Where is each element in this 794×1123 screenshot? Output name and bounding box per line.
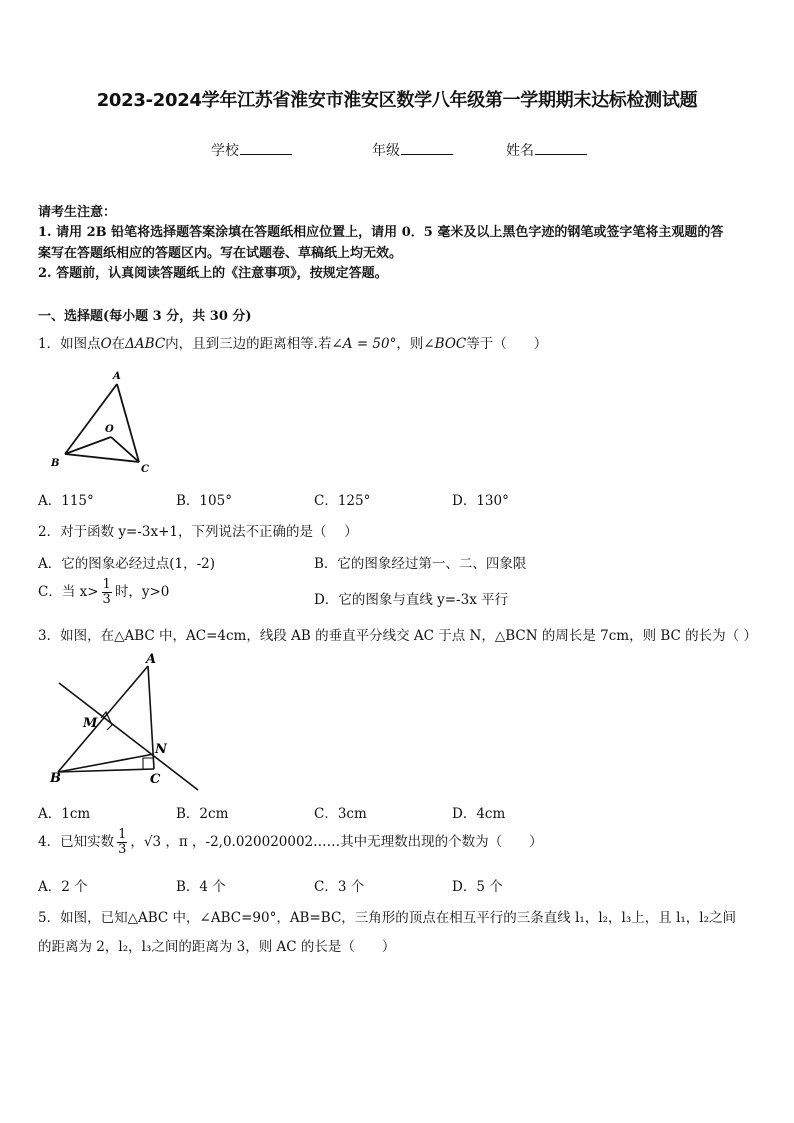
question-4-option-d[interactable]: D．5 个: [452, 879, 503, 895]
question-3-option-a[interactable]: A．1cm: [38, 806, 91, 822]
fraction-one-third: $\frac{1}{3}$: [118, 827, 127, 857]
school-blank[interactable]: [240, 140, 292, 155]
point-o-label: O: [105, 424, 114, 435]
question-2-option-b[interactable]: B．它的图象经过第一、二、四象限: [314, 556, 527, 572]
grade-blank[interactable]: [401, 140, 453, 155]
question-5-stem-line-2: 的距离为 2，l₂，l₃之间的距离为 3，则 AC 的长是（ ）: [38, 939, 396, 955]
perpendicular-bisector: [59, 683, 198, 790]
notice-heading: 请考生注意：: [38, 205, 117, 220]
name-field[interactable]: [506, 140, 587, 160]
name-blank[interactable]: [535, 140, 587, 155]
question-3-option-b[interactable]: B．2cm: [176, 806, 229, 822]
vertex-c-label: C: [141, 464, 149, 475]
question-4-option-a[interactable]: A．2 个: [38, 879, 88, 895]
question-1-figure: [45, 365, 165, 475]
question-5-stem-line-1: 5．如图，已知△ABC 中，∠ABC=90°，AB=BC，三角形的顶点在相互平行的三条直线 l₁，l₂，l₃上，且 l₁，l₂之间: [38, 910, 737, 926]
question-1-option-b[interactable]: B．105°: [176, 493, 232, 509]
grade-label: 年级: [372, 143, 400, 159]
question-1-option-d[interactable]: D．130°: [452, 493, 509, 509]
notice-item-2: 2. 答题前，认真阅读答题纸上的《注意事项》，按规定答题。: [38, 266, 388, 281]
page-title: 2023-2024学年江苏省淮安市淮安区数学八年级第一学期期末达标检测试题: [96, 90, 698, 111]
vertex-a-label: A: [113, 371, 121, 382]
triangle-side-bc: [65, 454, 139, 462]
question-4-stem: 4．已知实数 $\frac{1}{3}$ ，√3 ，π ，-2,0.020020002……其中无理数出现的个数为（ ）: [38, 827, 543, 857]
name-label: 姓名: [506, 143, 534, 159]
section-heading: 一、选择题(每小题 3 分，共 30 分): [38, 309, 252, 324]
question-2-option-c[interactable]: C．当 x> $\frac{1}{3}$ 时，y>0: [38, 577, 170, 607]
right-angle-mark-c: [143, 758, 154, 769]
question-2-option-a[interactable]: A．它的图象必经过点(1，-2): [38, 556, 216, 572]
triangle-side-ab: [58, 666, 148, 772]
fraction-one-third: $\frac{1}{3}$: [102, 577, 111, 607]
school-field[interactable]: [211, 140, 292, 160]
question-4-option-b[interactable]: B．4 个: [176, 879, 226, 895]
vertex-a-label: A: [146, 652, 157, 667]
notice-item-1-line-1: 1. 请用 2B 铅笔将选择题答案涂填在答题纸相应位置上，请用 0．5 毫米及以上黑色字迹的钢笔或签字笔将主观题的答: [38, 225, 724, 240]
question-4-option-c[interactable]: C．3 个: [314, 879, 365, 895]
vertex-c-label: C: [150, 772, 161, 787]
question-1-stem: 1．如图点O在ΔABC内，且到三边的距离相等.若∠A = 50°，则∠BOC等于（ ）: [38, 336, 548, 352]
point-m-label: M: [83, 716, 98, 731]
question-3-figure: [45, 648, 210, 793]
school-label: 学校: [211, 143, 239, 159]
question-3-option-c[interactable]: C．3cm: [314, 806, 367, 822]
vertex-b-label: B: [51, 458, 60, 469]
question-2-stem: 2．对于函数 y=-3x+1，下列说法不正确的是（ ）: [38, 524, 358, 540]
question-3-stem: 3．如图，在△ABC 中，AC=4cm，线段 AB 的垂直平分线交 AC 于点 N，△BCN 的周长是 7cm，则 BC 的长为（ ）: [38, 628, 757, 644]
triangle-side-ac: [117, 384, 139, 462]
question-3-option-d[interactable]: D．4cm: [452, 806, 506, 822]
question-1-option-c[interactable]: C．125°: [314, 493, 371, 509]
grade-field[interactable]: [372, 140, 453, 160]
question-2-option-d[interactable]: D．它的图象与直线 y=-3x 平行: [314, 592, 509, 608]
question-1-option-a[interactable]: A．115°: [38, 493, 94, 509]
point-n-label: N: [155, 742, 167, 757]
notice-item-1-line-2: 案写在答题纸相应的答题区内。写在试题卷、草稿纸上均无效。: [38, 246, 403, 261]
vertex-b-label: B: [50, 771, 61, 786]
